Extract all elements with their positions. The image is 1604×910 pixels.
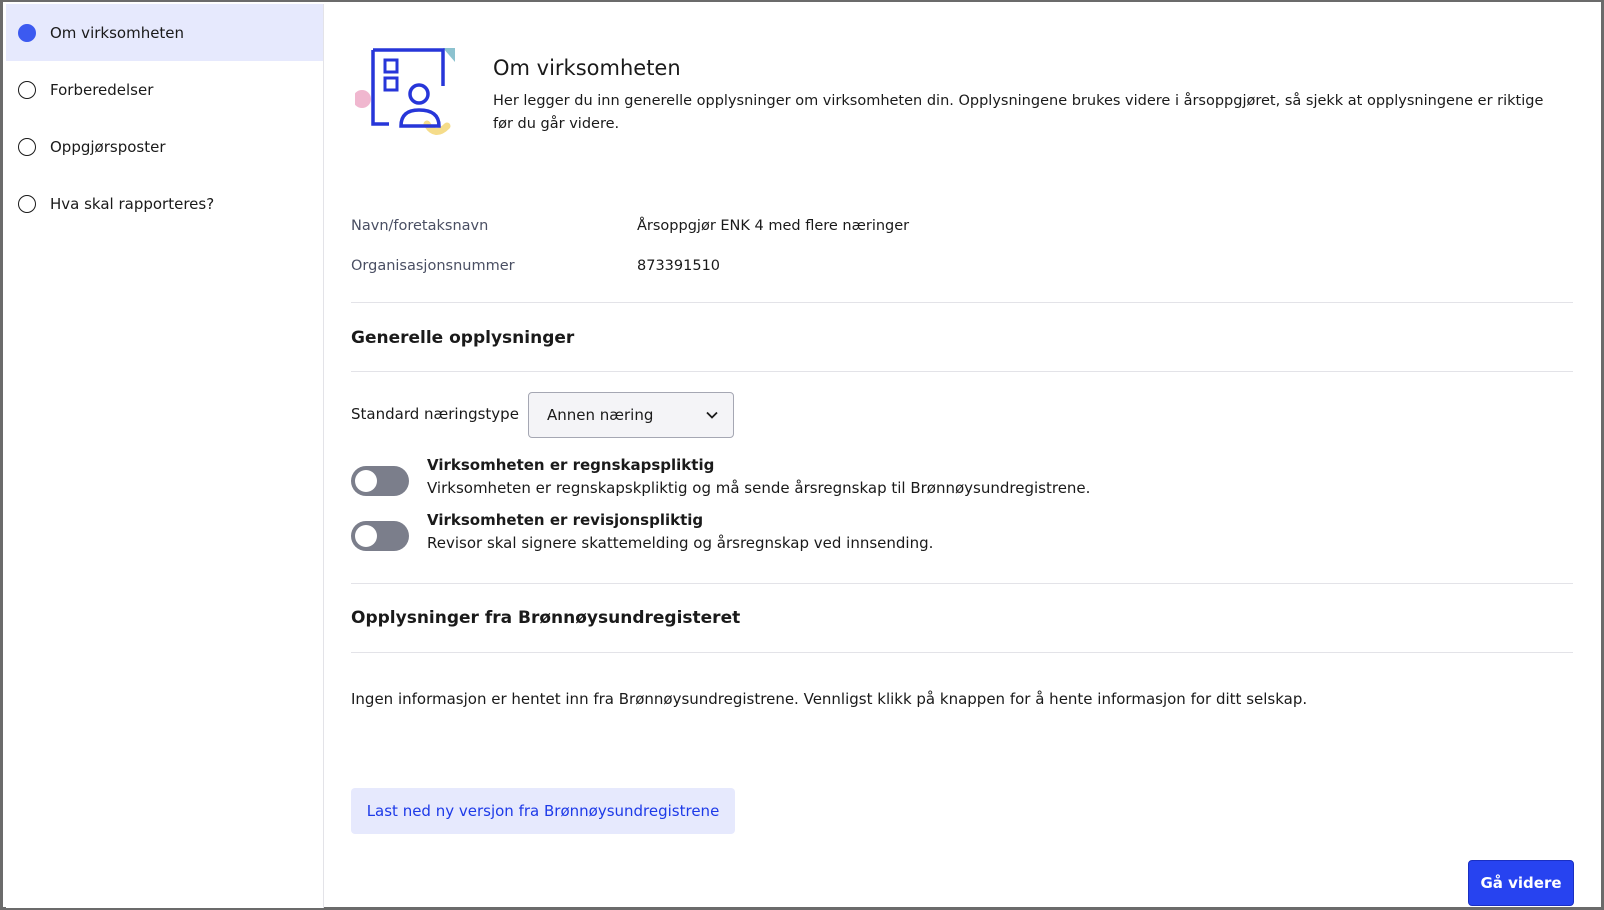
page-title: Om virksomheten bbox=[493, 56, 681, 80]
audit-obligation-description: Revisor skal signere skattemelding og årsregnskap ved innsending. bbox=[427, 534, 934, 552]
sidebar-step-forberedelser[interactable] bbox=[6, 61, 323, 118]
sidebar-step-om-virksomheten[interactable] bbox=[6, 4, 323, 61]
sidebar-step-label: Hva skal rapporteres? bbox=[50, 194, 215, 213]
brreg-section-title: Opplysninger fra Brønnøysundregisteret bbox=[351, 608, 741, 628]
divider bbox=[351, 583, 1573, 584]
toggle-knob bbox=[355, 525, 377, 547]
step-status-icon bbox=[18, 81, 36, 99]
org-number-value: 873391510 bbox=[637, 258, 721, 274]
industry-type-row bbox=[351, 392, 951, 438]
org-number-label: Organisasjonsnummer bbox=[351, 258, 515, 274]
audit-obligation-toggle[interactable] bbox=[351, 521, 409, 551]
chevron-down-icon bbox=[705, 408, 719, 422]
industry-type-value: Annen næring bbox=[547, 406, 654, 424]
industry-type-label: Standard næringstype bbox=[351, 405, 519, 423]
sidebar-step-label: Om virksomheten bbox=[50, 23, 185, 42]
accounting-obligation-description: Virksomheten er regnskapskpliktig og må sende årsregnskap til Brønnøysundregistrene. bbox=[427, 479, 1091, 497]
intro-header bbox=[351, 46, 1573, 156]
sidebar-step-oppgjorsposter[interactable] bbox=[6, 118, 323, 175]
main-content bbox=[351, 4, 1573, 908]
audit-obligation-row bbox=[351, 511, 1351, 557]
step-sidebar bbox=[6, 4, 324, 908]
brreg-info-text: Ingen informasjon er hentet inn fra Brønnøysundregistrene. Vennligst klikk på knappen for å hente informasjon for ditt selskap. bbox=[351, 690, 1308, 708]
divider bbox=[351, 652, 1573, 653]
accounting-obligation-title: Virksomheten er regnskapspliktig bbox=[427, 456, 715, 474]
general-section-title: Generelle opplysninger bbox=[351, 328, 575, 348]
industry-type-select[interactable] bbox=[528, 392, 734, 438]
accounting-obligation-row bbox=[351, 456, 1351, 502]
step-status-icon bbox=[18, 24, 36, 42]
audit-obligation-title: Virksomheten er revisjonspliktig bbox=[427, 511, 704, 529]
company-name-label: Navn/foretaksnavn bbox=[351, 218, 489, 234]
download-brreg-button[interactable]: Last ned ny versjon fra Brønnøysundregistrene bbox=[351, 788, 735, 834]
step-status-icon bbox=[18, 138, 36, 156]
company-name-value: Årsoppgjør ENK 4 med flere næringer bbox=[637, 218, 910, 234]
page-description: Her legger du inn generelle opplysninger om virksomheten din. Opplysningene brukes videre i årsoppgjøret, så sjekk at opplysningene er riktige før du går videre. bbox=[493, 93, 1544, 132]
sidebar-step-label: Oppgjørsposter bbox=[50, 137, 166, 156]
next-button[interactable]: Gå videre bbox=[1468, 860, 1574, 906]
step-status-icon bbox=[18, 195, 36, 213]
accounting-obligation-toggle[interactable] bbox=[351, 466, 409, 496]
sidebar-step-hva-skal-rapporteres[interactable] bbox=[6, 175, 323, 232]
business-profile-illustration-icon bbox=[355, 46, 455, 142]
sidebar-step-label: Forberedelser bbox=[50, 80, 154, 99]
toggle-knob bbox=[355, 470, 377, 492]
divider bbox=[351, 302, 1573, 303]
divider bbox=[351, 371, 1573, 372]
